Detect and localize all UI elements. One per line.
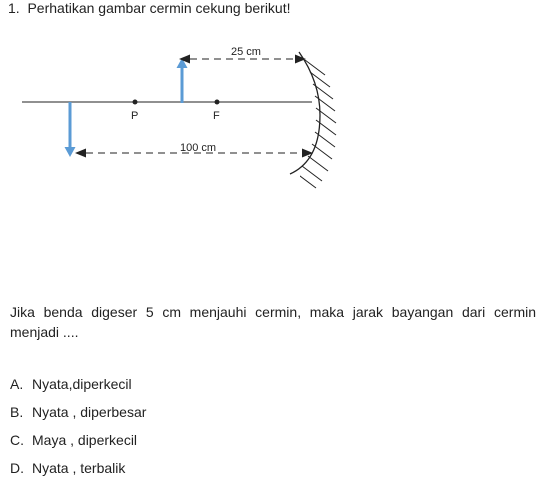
option-letter: B.: [10, 404, 24, 420]
option-text: Nyata , diperbesar: [32, 404, 147, 420]
option-letter: D.: [10, 460, 24, 476]
label-f: F: [213, 110, 220, 122]
option-letter: A.: [10, 376, 24, 392]
object-arrow: [177, 58, 188, 103]
point-f: [215, 100, 220, 105]
point-p: [133, 100, 138, 105]
label-top-distance: 25 cm: [231, 46, 261, 58]
answer-options: [10, 374, 146, 486]
image-arrow: [65, 102, 76, 157]
label-p: P: [131, 110, 139, 122]
mirror-hatching: [296, 60, 336, 188]
option-a[interactable]: [10, 374, 146, 402]
option-text: Maya , diperkecil: [32, 432, 138, 448]
question-title-text: Perhatikan gambar cermin cekung berikut!: [27, 0, 291, 16]
option-text: Nyata,diperkecil: [32, 376, 132, 392]
question-number: 1.: [8, 0, 20, 16]
question-body: Jika benda digeser 5 cm menjauhi cermin, maka jarak bayangan dari cermin menjadi ....: [10, 304, 536, 340]
option-d[interactable]: [10, 458, 146, 486]
label-bottom-distance: 100 cm: [180, 142, 217, 154]
option-text: Nyata , terbalik: [32, 460, 126, 476]
option-c[interactable]: [10, 430, 146, 458]
option-letter: C.: [10, 432, 24, 448]
option-b[interactable]: [10, 402, 146, 430]
